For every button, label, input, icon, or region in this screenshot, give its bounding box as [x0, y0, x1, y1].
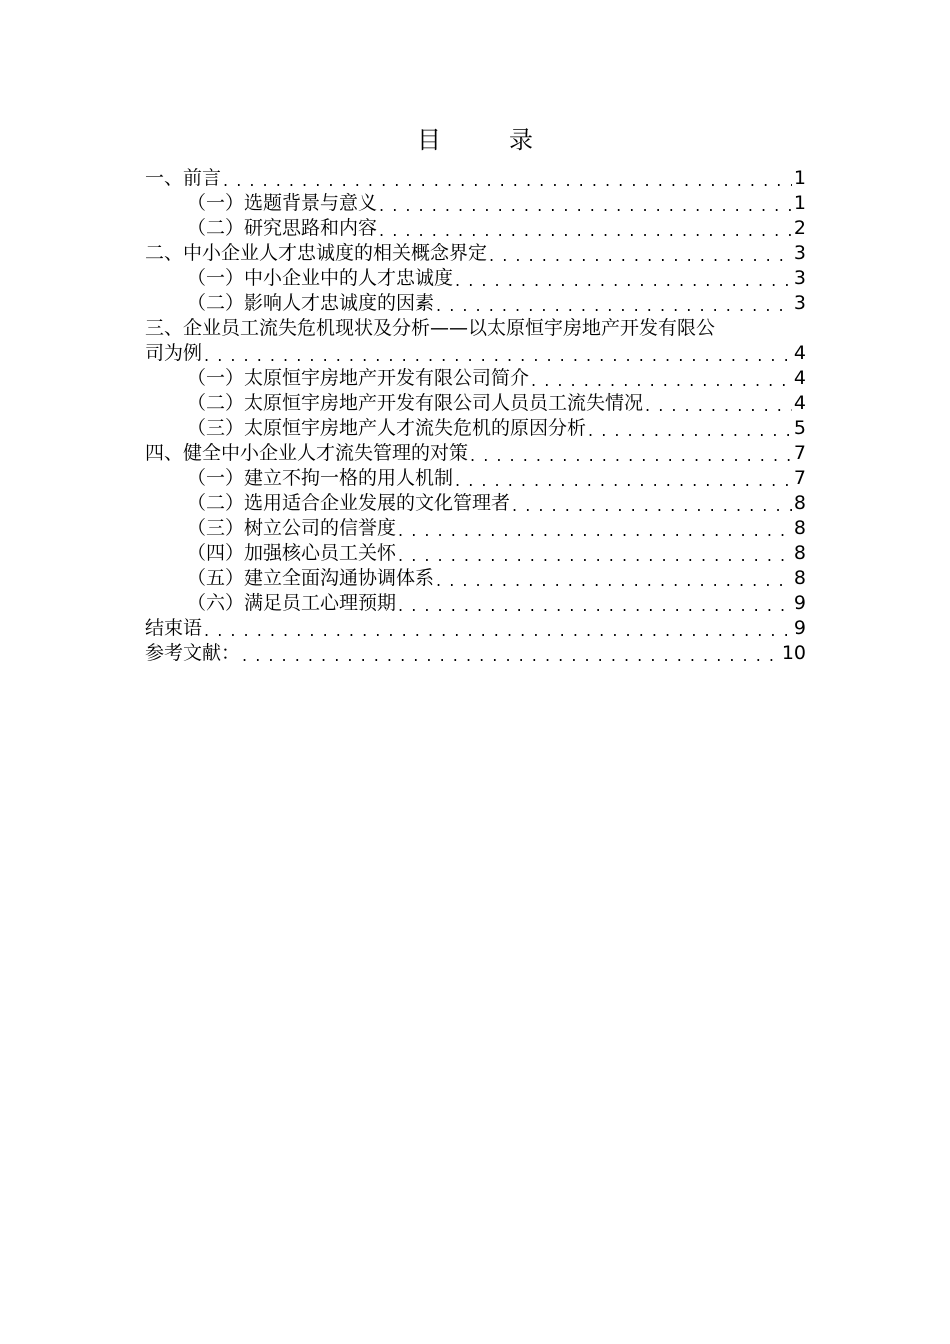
toc-leader-dots — [436, 566, 792, 591]
toc-entry[interactable] — [145, 166, 806, 191]
toc-entry-text: 一、前言 — [145, 167, 222, 189]
toc-entry-text: （一）太原恒宇房地产开发有限公司简介 — [187, 367, 530, 389]
toc-page-number: 7 — [793, 442, 806, 464]
toc-entry-text: 司为例 — [145, 342, 203, 364]
toc-entry[interactable] — [145, 541, 806, 566]
toc-entry[interactable] — [145, 241, 806, 266]
toc-page-number: 5 — [793, 417, 806, 439]
table-of-contents — [145, 166, 806, 666]
toc-leader-dots — [398, 591, 792, 616]
toc-page-number: 4 — [793, 342, 806, 364]
toc-entry[interactable] — [145, 416, 806, 441]
toc-entry-text: （五）建立全面沟通协调体系 — [187, 567, 435, 589]
toc-leader-dots — [588, 416, 792, 441]
toc-leader-dots — [645, 391, 792, 416]
toc-leader-dots — [489, 241, 792, 266]
toc-entry-text: （二）研究思路和内容 — [187, 217, 378, 239]
toc-entry[interactable] — [145, 566, 806, 591]
toc-entry[interactable] — [145, 191, 806, 216]
toc-page-number: 1 — [793, 192, 806, 214]
toc-page-number: 9 — [793, 617, 806, 639]
toc-entry[interactable] — [145, 341, 806, 366]
toc-leader-dots — [379, 216, 792, 241]
toc-entry-text: （二）影响人才忠诚度的因素 — [187, 292, 435, 314]
toc-entry[interactable] — [145, 591, 806, 616]
toc-entry-text: 结束语 — [145, 617, 203, 639]
toc-page-number: 7 — [793, 467, 806, 489]
toc-entry-text: 四、健全中小企业人才流失管理的对策 — [145, 442, 469, 464]
toc-entry[interactable] — [145, 391, 806, 416]
toc-leader-dots — [223, 166, 792, 191]
toc-entry[interactable] — [145, 216, 806, 241]
toc-entry-text: 参考文献： — [145, 642, 241, 664]
toc-entry-text: （一）选题背景与意义 — [187, 192, 378, 214]
toc-entry-text: （四）加强核心员工关怀 — [187, 542, 397, 564]
toc-page-number: 2 — [793, 217, 806, 239]
toc-leader-dots — [470, 441, 792, 466]
toc-leader-dots — [204, 341, 792, 366]
toc-entry[interactable] — [145, 616, 806, 641]
toc-leader-dots — [242, 641, 780, 666]
toc-entry-text: （三）太原恒宇房地产人才流失危机的原因分析 — [187, 417, 587, 439]
toc-entry-text: （二）选用适合企业发展的文化管理者 — [187, 492, 511, 514]
toc-entry[interactable] — [145, 516, 806, 541]
toc-entry[interactable] — [145, 466, 806, 491]
toc-page-number: 8 — [793, 542, 806, 564]
toc-leader-dots — [455, 466, 792, 491]
page-title: 目 录 — [417, 126, 555, 154]
toc-entry-first-line[interactable]: 三、企业员工流失危机现状及分析——以太原恒宇房地产开发有限公 — [145, 317, 716, 339]
toc-leader-dots — [531, 366, 792, 391]
toc-entry[interactable] — [145, 641, 806, 666]
toc-page-number: 3 — [793, 292, 806, 314]
toc-entry[interactable] — [145, 441, 806, 466]
toc-entry-text: 二、中小企业人才忠诚度的相关概念界定 — [145, 242, 488, 264]
toc-entry[interactable] — [145, 491, 806, 516]
toc-entry[interactable] — [145, 266, 806, 291]
toc-page-number: 3 — [793, 242, 806, 264]
toc-leader-dots — [512, 491, 792, 516]
toc-page-number: 4 — [793, 392, 806, 414]
toc-leader-dots — [398, 516, 792, 541]
toc-leader-dots — [455, 266, 792, 291]
toc-entry[interactable] — [145, 291, 806, 316]
toc-leader-dots — [204, 616, 792, 641]
toc-entry-text: （一）建立不拘一格的用人机制 — [187, 467, 454, 489]
toc-leader-dots — [398, 541, 792, 566]
toc-page-number: 9 — [793, 592, 806, 614]
toc-page-number: 3 — [793, 267, 806, 289]
toc-entry-text: （二）太原恒宇房地产开发有限公司人员员工流失情况 — [187, 392, 644, 414]
toc-entry[interactable] — [145, 366, 806, 391]
toc-leader-dots — [379, 191, 792, 216]
toc-page-number: 8 — [793, 517, 806, 539]
toc-page-number: 8 — [793, 567, 806, 589]
toc-page-number: 4 — [793, 367, 806, 389]
toc-entry-text: （六）满足员工心理预期 — [187, 592, 397, 614]
toc-page-number: 10 — [781, 642, 806, 664]
toc-entry-text: （三）树立公司的信誉度 — [187, 517, 397, 539]
toc-entry-text: （一）中小企业中的人才忠诚度 — [187, 267, 454, 289]
toc-page-number: 1 — [793, 167, 806, 189]
toc-page-number: 8 — [793, 492, 806, 514]
toc-leader-dots — [436, 291, 792, 316]
